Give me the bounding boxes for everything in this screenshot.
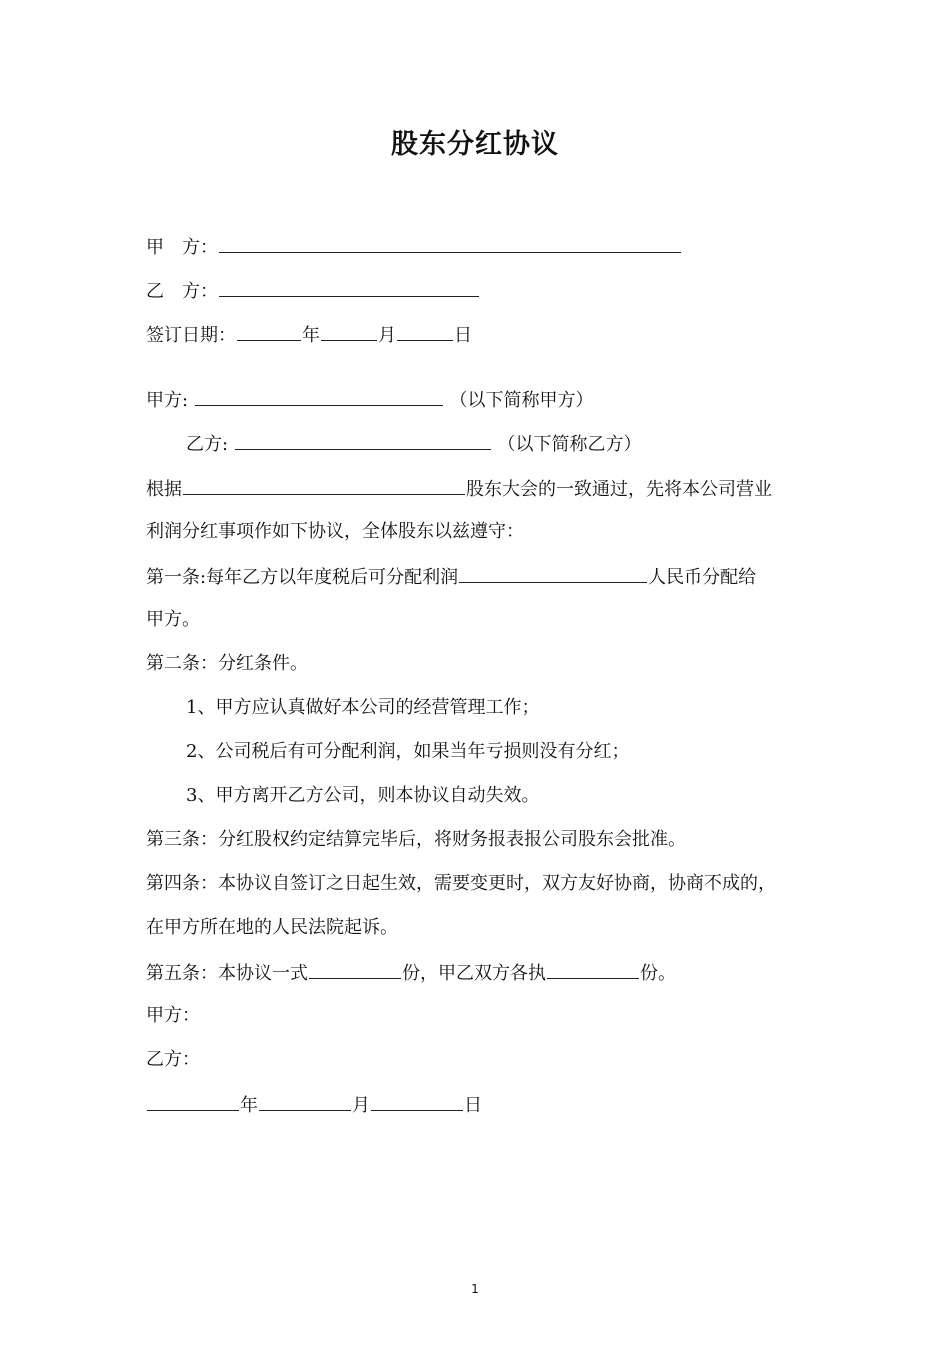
party-b-blank <box>219 278 479 297</box>
year-label: 年 <box>302 325 320 346</box>
article-3: 第三条：分红股权约定结算完毕后，将财务报表报公司股东会批准。 <box>146 829 686 850</box>
signature-year-blank <box>147 1092 239 1111</box>
intro-a-label: 甲方: <box>146 390 189 411</box>
party-a-line <box>146 234 682 260</box>
intro-b-label: 乙方: <box>186 434 229 455</box>
article-2: 第二条：分红条件。 <box>146 653 308 674</box>
basis-continuation: 利润分红事项作如下协议，全体股东以兹遵守： <box>146 521 524 542</box>
article-2-item-3: 3、甲方离开乙方公司，则本协议自动失效。 <box>186 785 540 806</box>
article-1-prefix: 第一条:每年乙方以年度税后可分配利润 <box>146 567 459 588</box>
basis-prefix: 根据 <box>146 479 182 500</box>
article-2-item-1: 1、甲方应认真做好本公司的经营管理工作； <box>186 697 540 718</box>
document-title: 股东分红协议 <box>391 129 559 160</box>
article-5-suffix: 份。 <box>640 963 676 984</box>
party-b-label: 乙 方： <box>146 281 218 302</box>
intro-b-suffix: （以下简称乙方） <box>497 434 642 455</box>
year-blank <box>237 322 301 341</box>
article-4-continuation: 在甲方所在地的人民法院起诉。 <box>146 917 398 938</box>
signature-day-blank <box>371 1092 463 1111</box>
signature-year-label: 年 <box>240 1095 258 1116</box>
signature-month-blank <box>259 1092 351 1111</box>
sign-date-label: 签订日期： <box>146 325 236 346</box>
signature-date-line <box>146 1092 482 1118</box>
article-5-mid: 份，甲乙双方各执 <box>402 963 546 984</box>
article-1-line <box>146 564 756 590</box>
month-label: 月 <box>378 325 396 346</box>
article-1-continuation: 甲方。 <box>146 609 200 630</box>
page-number: 1 <box>471 1282 479 1296</box>
sign-date-line <box>146 322 472 348</box>
day-label: 日 <box>454 325 472 346</box>
signature-party-b: 乙方： <box>146 1049 200 1070</box>
article-5-prefix: 第五条：本协议一式 <box>146 963 308 984</box>
signature-party-a: 甲方： <box>146 1005 200 1026</box>
party-b-line <box>146 278 480 304</box>
signature-month-label: 月 <box>352 1095 370 1116</box>
article-5-line <box>146 960 676 986</box>
day-blank <box>397 322 453 341</box>
intro-a-suffix: （以下简称甲方） <box>449 390 594 411</box>
basis-line <box>146 476 772 502</box>
article-5-copies-blank <box>309 960 401 979</box>
party-a-label: 甲 方： <box>146 237 218 258</box>
article-5-each-blank <box>547 960 639 979</box>
party-a-blank <box>219 234 681 253</box>
intro-party-a-line <box>146 387 594 413</box>
intro-a-blank <box>195 387 443 406</box>
intro-party-b-line <box>186 431 642 457</box>
article-4: 第四条：本协议自签订之日起生效，需要变更时，双方友好协商，协商不成的， <box>146 873 776 894</box>
intro-b-blank <box>235 431 491 450</box>
article-2-item-2: 2、公司税后有可分配利润，如果当年亏损则没有分红； <box>186 741 630 762</box>
month-blank <box>321 322 377 341</box>
basis-blank <box>183 476 465 495</box>
article-1-suffix: 人民币分配给 <box>648 567 757 588</box>
article-1-blank <box>459 564 647 583</box>
basis-suffix: 股东大会的一致通过，先将本公司营业 <box>466 479 772 500</box>
signature-day-label: 日 <box>464 1095 482 1116</box>
